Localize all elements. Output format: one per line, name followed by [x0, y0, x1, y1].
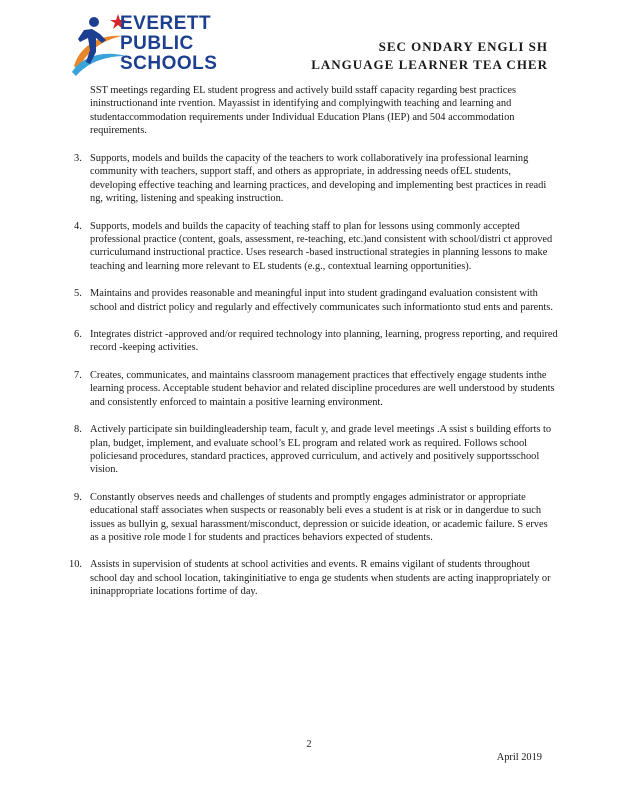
item-number: 4.: [74, 220, 82, 232]
list-item: [76, 287, 558, 314]
list-item: [76, 423, 558, 477]
item-text: Assists in supervision of students at school activities and events. R emains vigilant of students throughout school day and school location, takinginitiative to enga ge students when students are acting inappropriately or ininappropriate locations fortime of day.: [90, 559, 551, 598]
item-number: 10.: [69, 559, 82, 571]
item-text: Integrates district -approved and/or required technology into planning, learning, progress reporting, and required record -keeping activities.: [90, 329, 558, 354]
list-item: [76, 328, 558, 355]
item-text: Supports, models and builds the capacity of the teachers to work collaboratively ina professional learning community with teachers, support staff, and others as appropriate, in addressing needs ofEL students, developing effective teaching and learning practices, and developing and implementing best practices in readi ng, writing, listening and speaking instruction.: [90, 153, 547, 205]
revision-date: April 2019: [496, 752, 542, 763]
item-text: Constantly observes needs and challenges of students and promptly engages administrator or appropriate educational staff associates when suspects or reasonably beli eves a student is at risk or in dangerdue to such issues as bullyin g, sexual harassment/misconduct, depression or suicide ideation, or academic failure. S erves as a positive role mode l for students and practices behaviors expected of students.: [90, 491, 548, 543]
title-line-2: LANGUAGE LEARNER TEA CHER: [311, 57, 548, 72]
list-item: [76, 152, 558, 206]
document-title: [311, 38, 548, 74]
item-text: Maintains and provides reasonable and meaningful input into student gradingand evaluation consistent with school and district policy and regularly and effectively communicates such informationto stud ents and parents.: [90, 288, 553, 313]
item-text: Actively participate sin buildingleadership team, facult y, and grade level meetings .A ssist s building efforts to plan, budget, implement, and evaluate school’s EL program and related work as required. Follows school policiesand procedures, standard practices, approved curriculum, and actively and positively supportsschool vision.: [90, 424, 552, 476]
logo-line-2: PUBLIC: [120, 33, 194, 54]
item-number: 6.: [74, 329, 82, 341]
continued-paragraph: SST meetings regarding EL student progress and actively build sstaff capacity regarding best practices ininstructionand inte rvention. Mayassist in identifying and complyingwith teaching and learning and studentaccommodation requirements under Individual Education Plans (IEP) and 504 accommodation requirements.: [90, 85, 516, 137]
list-item: [76, 369, 558, 409]
page-number: 2: [306, 739, 312, 750]
item-number: 3.: [74, 153, 82, 164]
item-number: 9.: [74, 491, 82, 503]
item-number: 8.: [74, 424, 82, 436]
logo-line-1: EVERETT: [120, 13, 212, 34]
title-line-1: SEC ONDARY ENGLI SH: [378, 39, 548, 54]
item-number: 5.: [74, 288, 82, 300]
logo-wordmark: [120, 14, 217, 74]
list-item: [76, 220, 558, 274]
logo-line-3: SCHOOLS: [120, 53, 218, 74]
duties-list: [69, 152, 558, 599]
item-number: 7.: [74, 369, 82, 381]
list-item: [69, 558, 558, 598]
list-item: [76, 491, 558, 545]
item-text: Creates, communicates, and maintains classroom management practices that effectively engage students inthe learning process. Acceptable student behavior and related discipline procedures are well understood by students and consistently enforced to maintain a positive learning environment.: [90, 369, 555, 408]
item-text: Supports, models and builds the capacity of teaching staff to plan for lessons using commonly accepted professional practice (content, goals, assessment, re-teaching, etc.)and consistent with school/distri ct approved curriculumand instructional practice. Uses research -based instructional strategies in planning lessons to make teaching and learning more relevant to EL students (e.g., contextual learning opportunities).: [90, 220, 553, 272]
